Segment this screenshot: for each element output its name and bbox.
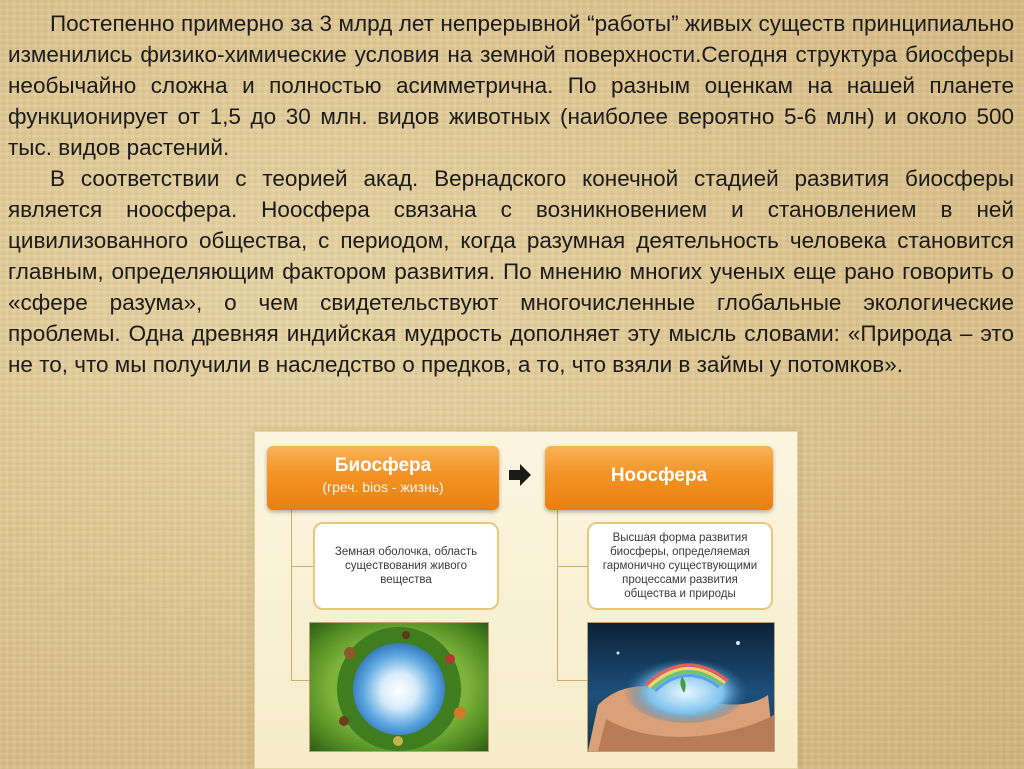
biosphere-header	[267, 446, 499, 510]
noosphere-picture	[588, 623, 774, 751]
paragraph-2: В соответствии с теорией акад. Вернадского конечной стадией развития биосферы является ноосфера. Ноосфера связана с возникновением и становлением в ней цивилизованного общества, с периодом, когда разумная деятельность человека становится главным, определяющим фактором развития. По мнению многих ученых еще рано говорить о «сфере разума», о чем свидетельствуют многочисленные глобальные экологические проблемы. Одна древняя индийская мудрость дополняет эту мысль словами: «Природа – это не то, что мы получили в наследство о предков, а то, что взяли в займы у потомков».	[8, 166, 1014, 377]
biosphere-subtitle: (греч. bios - жизнь)	[322, 479, 444, 495]
connector-left-desc	[291, 566, 313, 567]
paragraph-1: Постепенно примерно за 3 млрд лет непрерывной “работы” живых существ принципиально изменились физико-химические условия на земной поверхности.Сегодня структура биосферы необычайно сложна и полностью асимметрична. По разным оценкам на нашей планете функционирует от 1,5 до 30 млн. видов животных (наиболее вероятно 5-6 млн) и около 500 тыс. видов растений.	[8, 11, 1014, 160]
biosphere-description: Земная оболочка, область существования живого вещества	[334, 546, 478, 586]
connector-left-pic	[291, 680, 309, 681]
connector-right-pic	[557, 680, 587, 681]
noosphere-description: Высшая форма развития биосферы, определяемая гармонично существующими процессами развития общества и природы	[602, 532, 758, 600]
noosphere-header	[545, 446, 773, 510]
biosphere-image	[309, 622, 489, 752]
noosphere-description-box	[587, 522, 773, 610]
biosphere-picture	[310, 623, 488, 751]
connector-left	[291, 510, 292, 680]
biosphere-noosphere-diagram	[254, 431, 798, 769]
connector-right-desc	[557, 566, 587, 567]
noosphere-image	[587, 622, 775, 752]
connector-right	[557, 510, 558, 680]
biosphere-description-box	[313, 522, 499, 610]
slide-text	[8, 8, 1014, 380]
arrow-right-icon	[507, 462, 533, 488]
noosphere-title: Ноосфера	[610, 465, 708, 486]
biosphere-title: Биосфера	[334, 455, 432, 476]
